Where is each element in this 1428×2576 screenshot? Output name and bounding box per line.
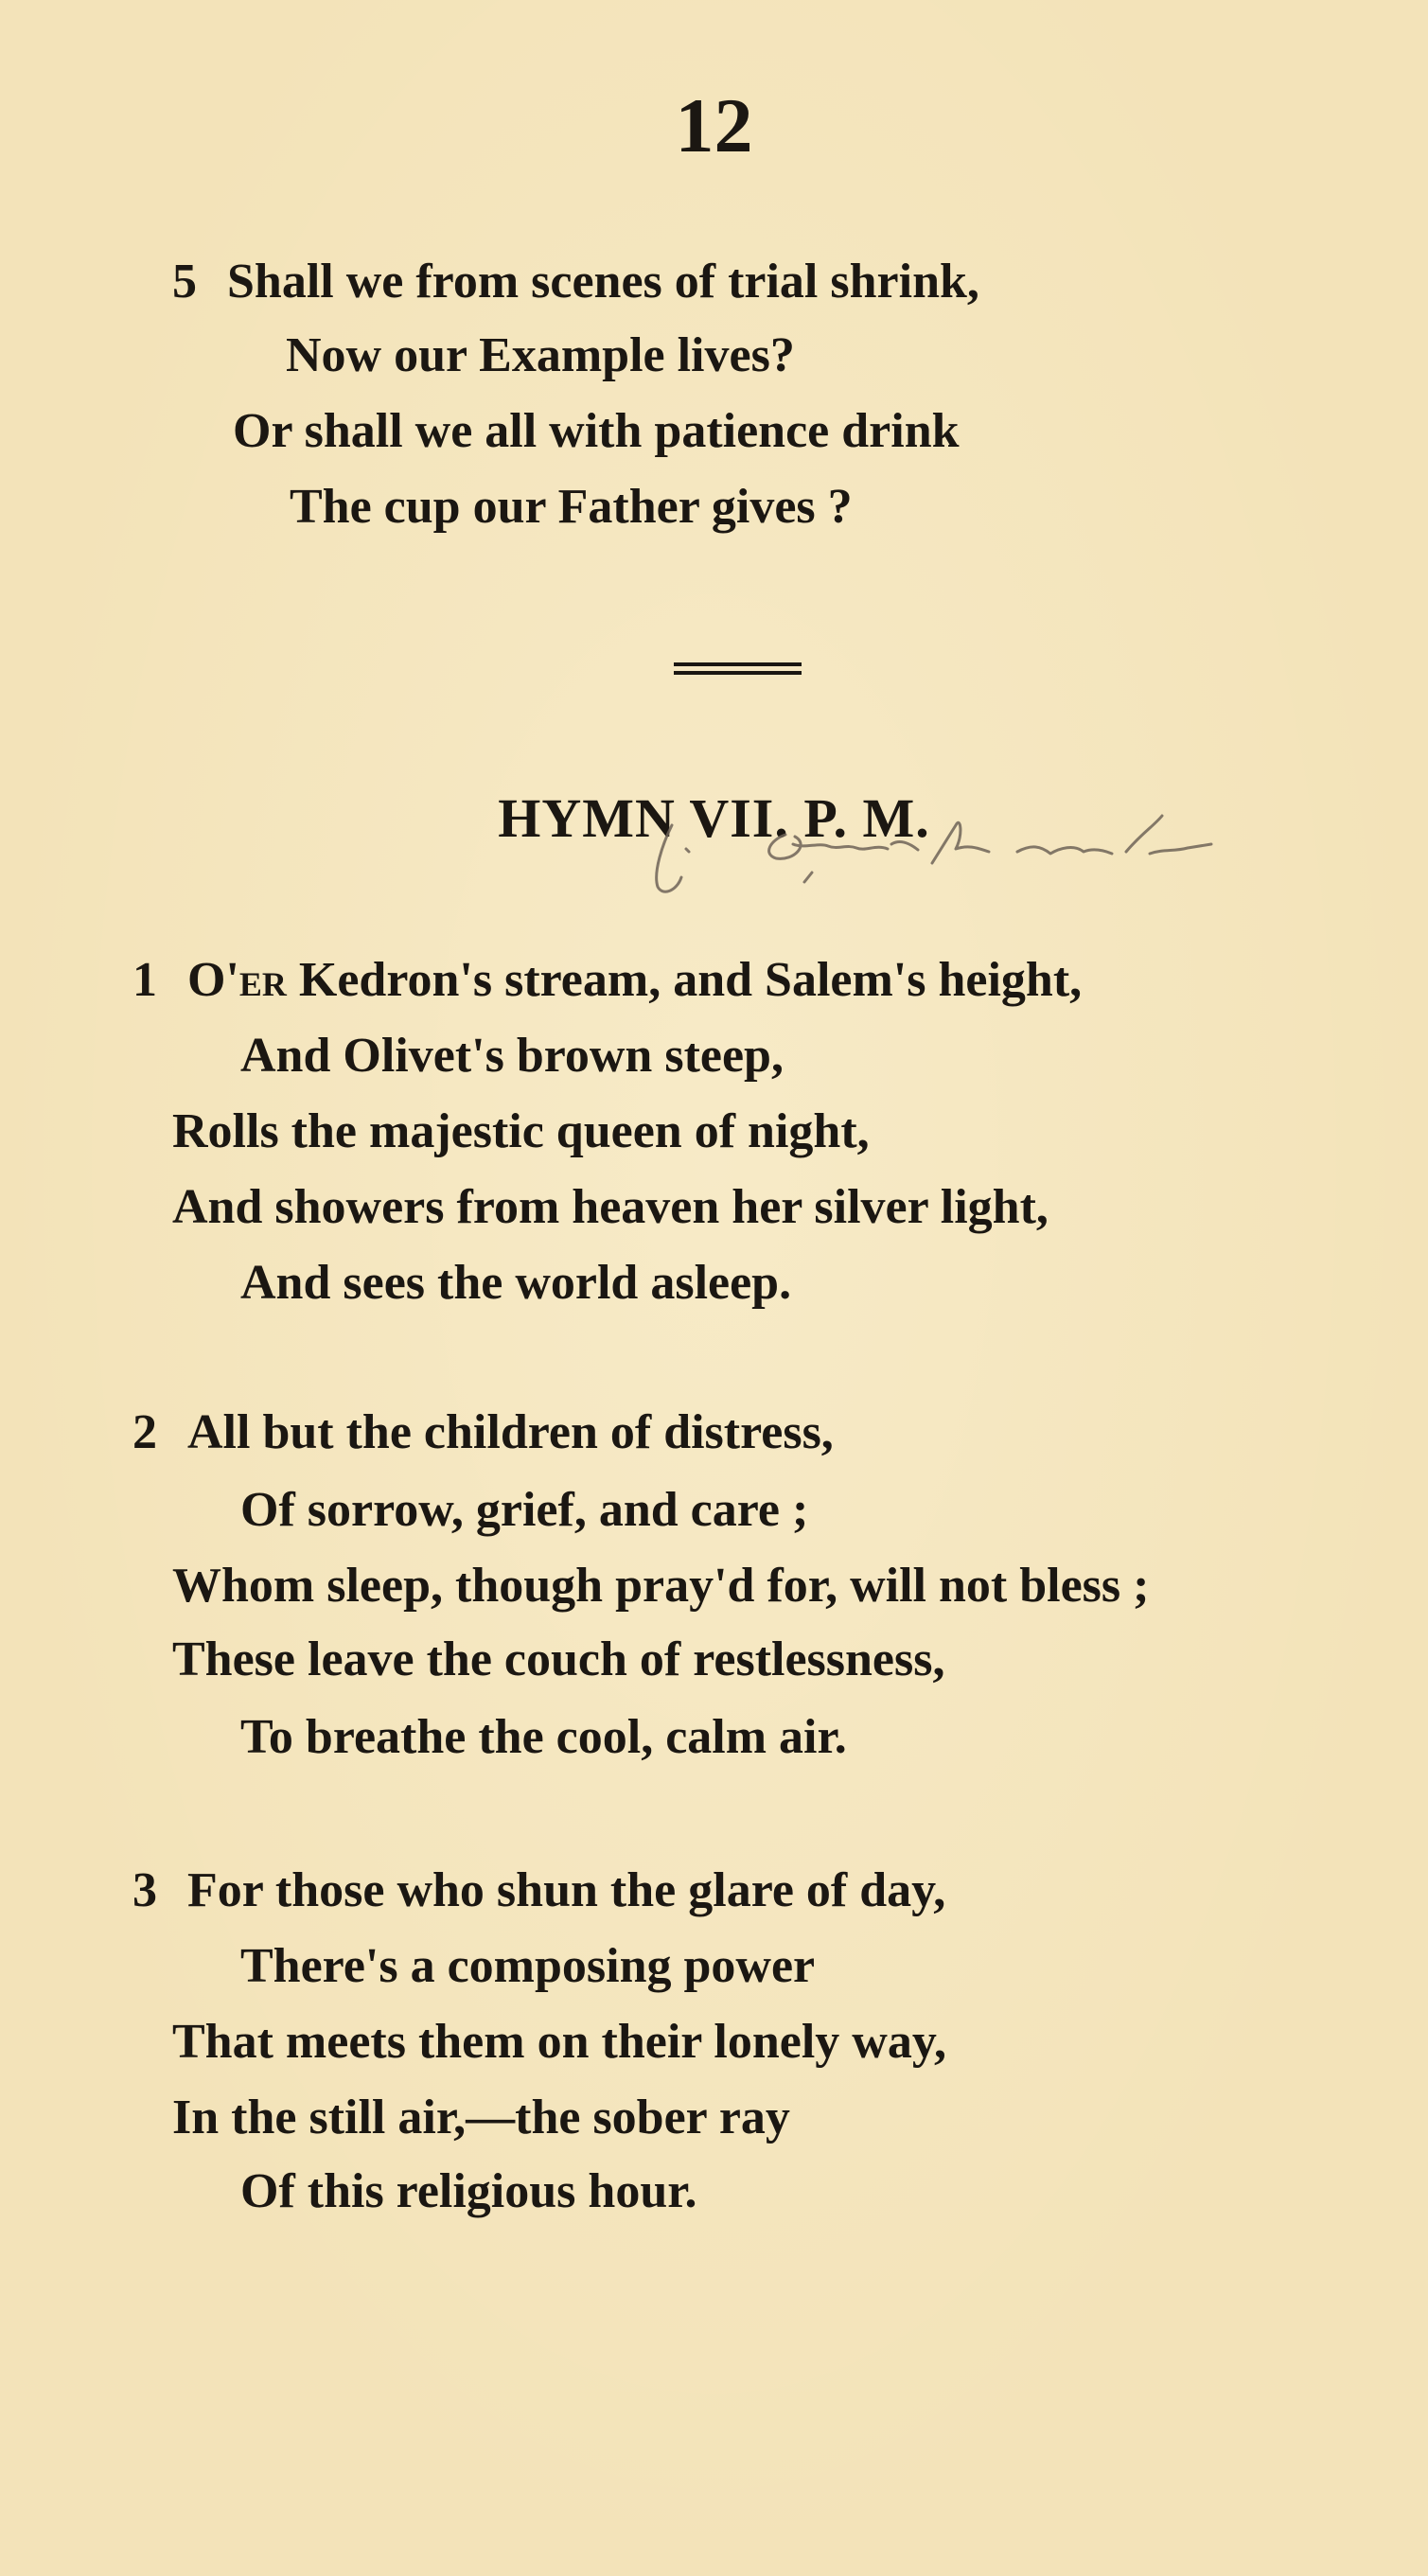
divider-rule-top (674, 662, 802, 666)
stanza-2-line-1: 2 All but the children of distress, (132, 1405, 834, 1459)
page-number: 12 (675, 82, 753, 168)
stanza-number: 2 (132, 1405, 157, 1459)
drop-word: O'er (187, 953, 287, 1007)
stanza-1-line-1: 1 O'er Kedron's stream, and Salem's height, (132, 953, 1083, 1007)
handwritten-signature (643, 806, 1268, 910)
stanza-3-line-2: There's a composing power (240, 1939, 816, 1993)
stanza-1-line-3: Rolls the majestic queen of night, (172, 1104, 870, 1158)
stanza-2-line-5: To breathe the cool, calm air. (240, 1710, 847, 1764)
stanza-5-line-4: The cup our Father gives ? (290, 480, 853, 534)
stanza-2-line-2: Of sorrow, grief, and care ; (240, 1483, 809, 1537)
stanza-1-line-2: And Olivet's brown steep, (240, 1029, 784, 1083)
stanza-number: 5 (172, 255, 197, 309)
stanza-3-line-4: In the still air,—the sober ray (172, 2091, 790, 2144)
divider-rule-bottom (674, 671, 802, 675)
stanza-1-line-5: And sees the world asleep. (240, 1256, 792, 1310)
stanza-3-line-3: That meets them on their lonely way, (172, 2015, 946, 2069)
stanza-5-line-3: Or shall we all with patience drink (233, 404, 960, 458)
stanza-5-line-1: 5 Shall we from scenes of trial shrink, (172, 255, 979, 309)
stanza-2-line-3: Whom sleep, though pray'd for, will not bless ; (172, 1559, 1150, 1613)
hymn-title: HYMN VII. P. M. (498, 787, 930, 849)
stanza-2-line-4: These leave the couch of restlessness, (172, 1632, 945, 1686)
stanza-3-line-5: Of this religious hour. (240, 2164, 697, 2218)
stanza-number: 3 (132, 1863, 157, 1917)
stanza-3-line-1: 3 For those who shun the glare of day, (132, 1863, 946, 1917)
stanza-1-line-4: And showers from heaven her silver light, (172, 1180, 1049, 1234)
stanza-number: 1 (132, 953, 157, 1007)
stanza-5-line-2: Now our Example lives? (286, 328, 795, 382)
